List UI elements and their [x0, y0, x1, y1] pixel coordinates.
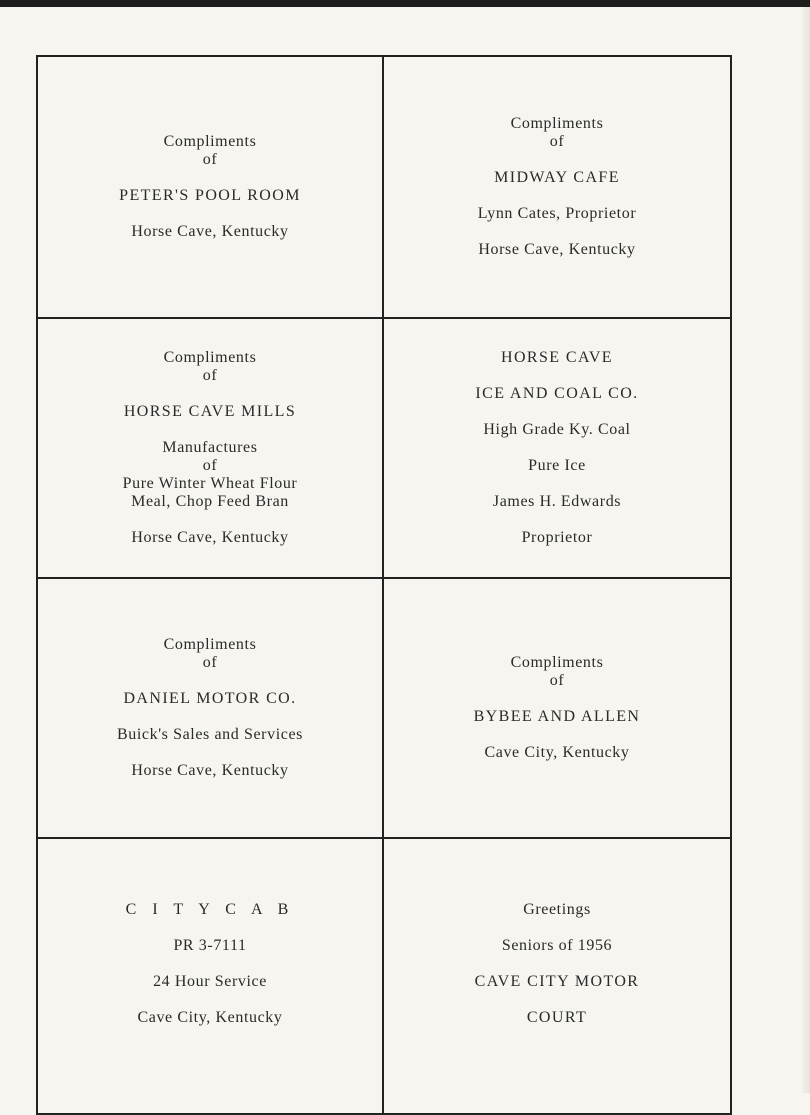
- ad-horse-cave-mills: [38, 319, 384, 579]
- ad-location: Cave City, Kentucky: [137, 1009, 283, 1026]
- ad-line: of: [202, 457, 218, 474]
- ad-business-name: CAVE CITY MOTOR: [474, 973, 640, 990]
- page-right-edge: [802, 7, 810, 1093]
- ad-line: Compliments: [163, 636, 257, 653]
- ad-location: Horse Cave, Kentucky: [478, 241, 636, 258]
- ad-business-name: ICE AND COAL CO.: [475, 385, 639, 402]
- ad-business-name: COURT: [526, 1009, 588, 1026]
- ad-line: Compliments: [510, 115, 604, 132]
- ad-line: Compliments: [163, 133, 257, 150]
- ad-line: 24 Hour Service: [153, 973, 267, 990]
- ad-location: Cave City, Kentucky: [484, 744, 630, 761]
- ad-line: Proprietor: [521, 529, 593, 546]
- ad-business-name: HORSE CAVE: [501, 349, 613, 366]
- ad-line: Buick's Sales and Services: [116, 726, 303, 743]
- ad-business-name: DANIEL MOTOR CO.: [123, 690, 297, 707]
- ad-business-name: BYBEE AND ALLEN: [473, 708, 641, 725]
- ad-line: Manufactures: [162, 439, 258, 456]
- ad-business-name: MIDWAY CAFE: [494, 169, 620, 186]
- ad-peters-pool-room: [38, 57, 384, 319]
- ad-line: Compliments: [163, 349, 257, 366]
- ad-business-name: C I T Y C A B: [125, 901, 295, 918]
- ad-line: of: [202, 151, 218, 168]
- ad-bybee-and-allen: [384, 579, 730, 839]
- ad-city-cab: [38, 839, 384, 1113]
- ad-location: Horse Cave, Kentucky: [131, 762, 289, 779]
- ad-cave-city-motor-court: [384, 839, 730, 1113]
- ad-line: Seniors of 1956: [501, 937, 613, 954]
- ad-business-name: HORSE CAVE MILLS: [123, 403, 297, 420]
- ad-business-name: PETER'S POOL ROOM: [119, 187, 301, 204]
- ad-location: Horse Cave, Kentucky: [131, 223, 289, 240]
- advertisement-grid: [36, 55, 732, 1115]
- ad-phone: PR 3-7111: [173, 937, 247, 954]
- ad-line: Pure Winter Wheat Flour: [122, 475, 298, 492]
- ad-line: of: [202, 654, 218, 671]
- ad-line: Meal, Chop Feed Bran: [131, 493, 289, 510]
- ad-line: of: [549, 672, 565, 689]
- ad-location: Horse Cave, Kentucky: [131, 529, 289, 546]
- ad-line: Pure Ice: [528, 457, 586, 474]
- ad-line: of: [549, 133, 565, 150]
- ad-line: Lynn Cates, Proprietor: [477, 205, 637, 222]
- ad-daniel-motor-co: [38, 579, 384, 839]
- ad-line: James H. Edwards: [492, 493, 622, 510]
- ad-line: High Grade Ky. Coal: [483, 421, 631, 438]
- ad-horse-cave-ice-and-coal: [384, 319, 730, 579]
- page-top-edge: [0, 0, 810, 7]
- ad-line: Compliments: [510, 654, 604, 671]
- ad-line: of: [202, 367, 218, 384]
- ad-line: Greetings: [523, 901, 591, 918]
- ad-midway-cafe: [384, 57, 730, 319]
